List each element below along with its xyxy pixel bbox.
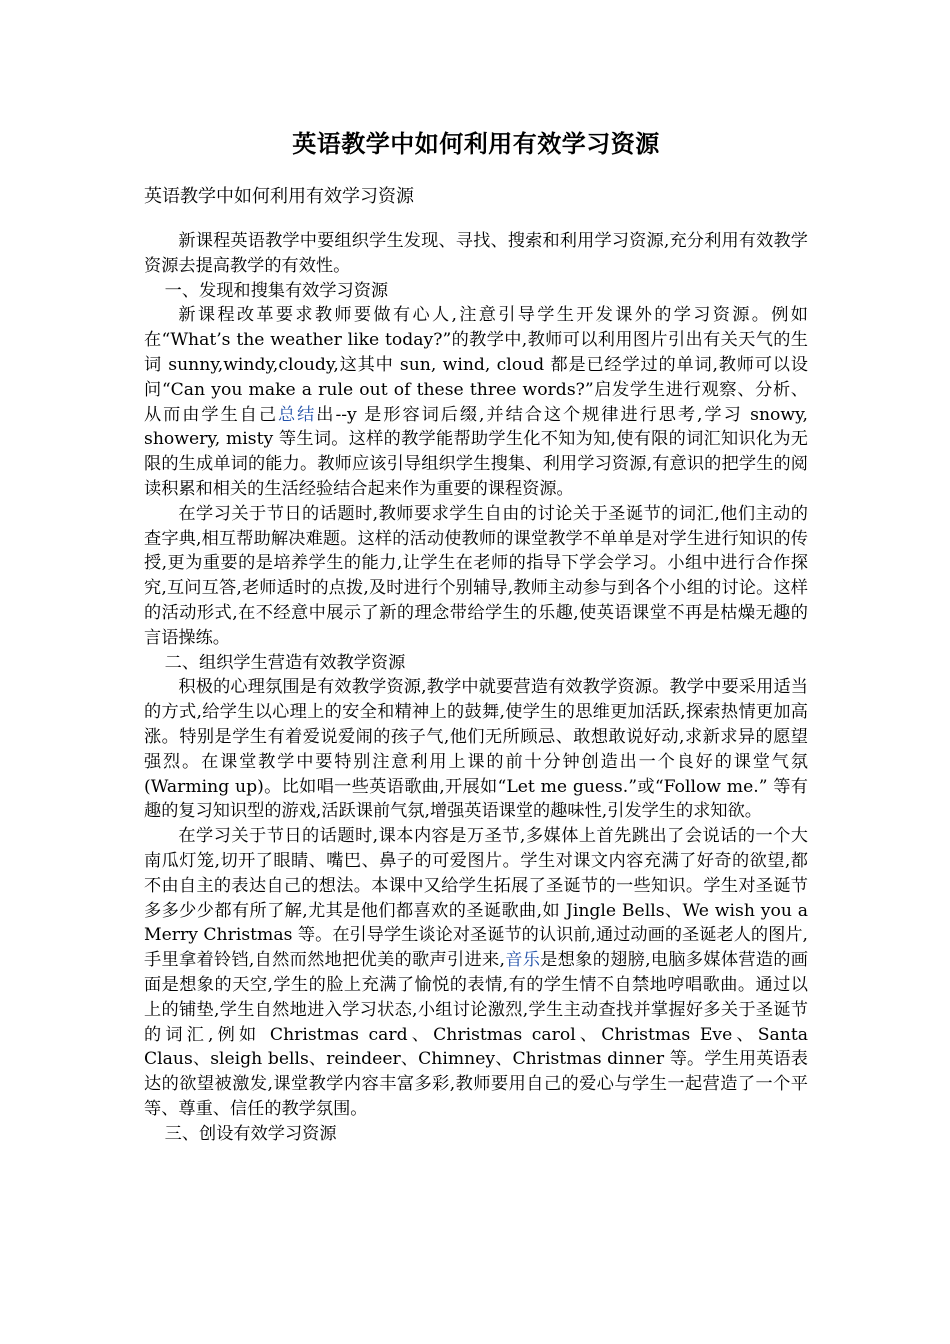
paragraph-text: 新课程改革要求教师要做有心人,注意引导学生开发课外的学习资源。例如在“What’s the weather like today?”的教学中,教师可以利用图片引出有关天气的生词 sunny,windy,cloudy,这其中 sun, wind, cloud 都是已经学过的单词,教师可以设问“Can you make a rule out of these three words?”启发学生进行观察、分析、从而由学生自己 xyxy=(144,305,808,425)
intro-paragraph: 新课程英语教学中要组织学生发现、寻找、搜索和利用学习资源,充分利用有效教学资源去提高教学的有效性。 xyxy=(144,231,808,276)
section-heading-3: 三、创设有效学习资源 xyxy=(164,1123,337,1144)
body-paragraph xyxy=(144,824,808,1122)
section-heading-1: 一、发现和搜集有效学习资源 xyxy=(164,280,389,301)
document-page xyxy=(144,128,808,1146)
paragraph-text: 在学习关于节日的话题时,课本内容是万圣节,多媒体上首先跳出了会说话的一个大南瓜灯笼,切开了眼睛、嘴巴、鼻子的可爱图片。学生对课文内容充满了好奇的欲望,都不由自主的表达自己的想法。本课中又给学生拓展了圣诞节的一些知识。学生对圣诞节多多少少都有所了解,尤其是他们都喜欢的圣诞歌曲,如 Jingle Bells、We wish you a Merry Christmas 等。在引导学生谈论对圣诞节的认识前,通过动画的圣诞老人的图片,手里拿着铃铛,自然而然地把优美的歌声引进来, xyxy=(144,826,808,971)
music-link[interactable]: 音乐 xyxy=(504,950,541,971)
summary-link[interactable]: 总结 xyxy=(278,404,317,425)
document-title: 英语教学中如何利用有效学习资源 xyxy=(292,130,660,158)
paragraph-text: 是想象的翅膀,电脑多媒体营造的画面是想象的天空,学生的脸上充满了愉悦的表情,有的学生情不自禁地哼唱歌曲。通过以上的铺垫,学生自然地进入学习状态,小组讨论激烈,学生主动查找并掌握好多关于圣诞节的词汇,例如 Christmas card、Christmas carol、Christmas Eve、Santa Claus、sleigh bells、reindeer、Chimney、Christmas dinner 等。学生用英语表达的欲望被激发,课堂教学内容丰富多彩,教师要用自己的爱心与学生一起营造了一个平等、尊重、信任的教学氛围。 xyxy=(144,950,808,1119)
body-paragraph: 在学习关于节日的话题时,教师要求学生自由的讨论关于圣诞节的词汇,他们主动的查字典,相互帮助解决难题。这样的活动使教师的课堂教学不单单是对学生进行知识的传授,更为重要的是培养学生的能力,让学生在老师的指导下学会学习。小组中进行合作探究,互问互答,老师适时的点拨,及时进行个别辅导,教师主动参与到各个小组的讨论。这样的活动形式,在不经意中展示了新的理念带给学生的乐趣,使英语课堂不再是枯燥无趣的言语操练。 xyxy=(144,503,808,648)
body-paragraph xyxy=(144,303,808,501)
paragraph-text: 出--y 是形容词后缀,并结合这个规律进行思考,学习 snowy, showery, misty 等生词。这样的教学能帮助学生化不知为知,使有限的词汇知识化为无限的生成单词的能力。教师应该引导组织学生搜集、利用学习资源,有意识的把学生的阅读积累和相关的生活经验结合起来作为重要的课程资源。 xyxy=(144,404,808,499)
document-subtitle: 英语教学中如何利用有效学习资源 xyxy=(144,186,414,207)
section-heading-2: 二、组织学生营造有效教学资源 xyxy=(164,652,406,673)
body-paragraph: 积极的心理氛围是有效教学资源,教学中就要营造有效教学资源。教学中要采用适当的方式,给学生以心理上的安全和精神上的鼓舞,使学生的思维更加活跃,探索热情更加高涨。特别是学生有着爱说爱闹的孩子气,他们无所顾忌、敢想敢说好动,求新求异的愿望强烈。在课堂教学中要特别注意利用上课的前十分钟创造出一个良好的课堂气氛(Warming up)。比如唱一些英语歌曲,开展如“Let me guess.”或“Follow me.” 等有趣的复习知识型的游戏,活跃课前气氛,增强英语课堂的趣味性,引发学生的求知欲。 xyxy=(144,677,808,822)
document-body xyxy=(144,229,808,1146)
